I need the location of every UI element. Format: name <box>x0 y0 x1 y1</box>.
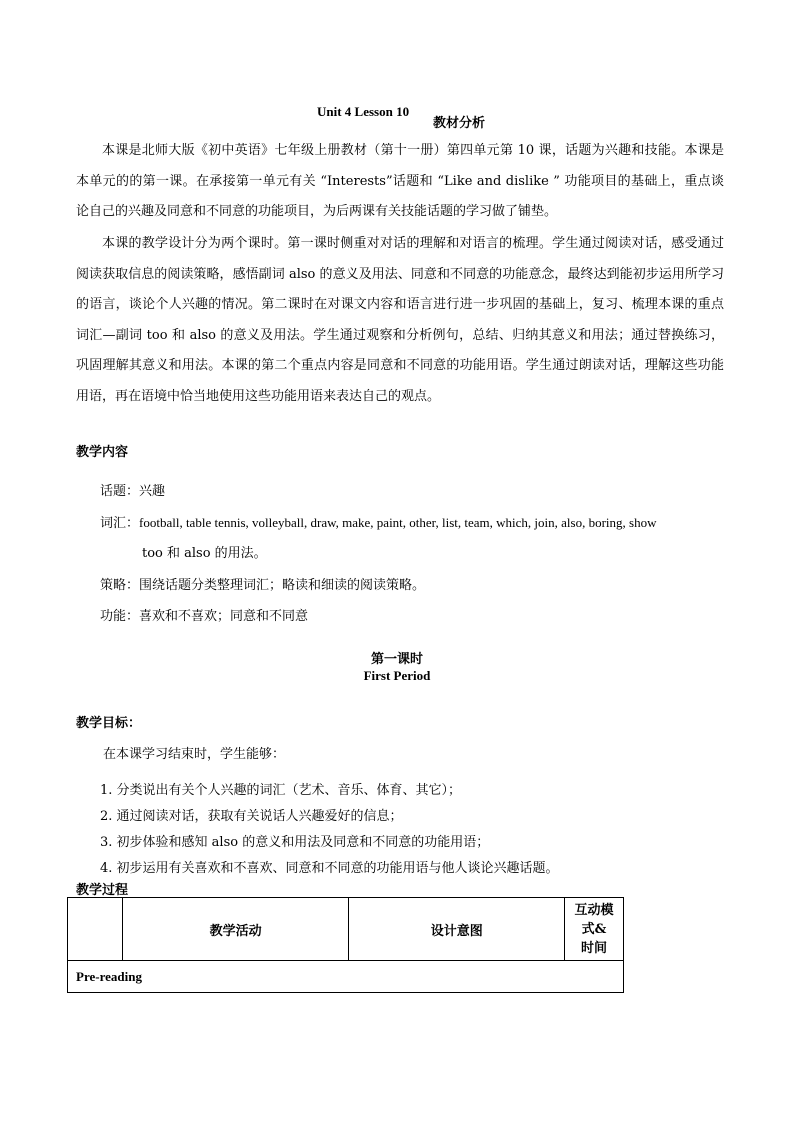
table-section-row <box>68 961 624 993</box>
period-title-en: First Period <box>363 668 431 683</box>
table-header-cell-empty <box>68 898 123 961</box>
analysis-paragraph-2: 本课的教学设计分为两个课时。第一课时侧重对对话的理解和对语言的梳理。学生通过阅读对话，感受通过阅读获取信息的阅读策略，感悟副词 also 的意义及用法、同意和不同意的功能意念，最终达到能初步运用所学习的语言，谈论个人兴趣的情况。第二课时在对课文内容和语言进行进一步巩固的基础上，复习、梳理本课的重点词汇—副词 too 和 also 的意义及用法。学生通过观察和分析例句，总结、归纳其意义和用法；通过替换练习，巩固理解其意义和用法。本课的第二个重点内容是同意和不同意的功能用语。学生通过朗读对话，理解这些功能用语，再在语境中恰当地使用这些功能用语来表达自己的观点。 <box>76 236 724 404</box>
function-label: 功能： <box>100 609 140 624</box>
table-header-mode-line: 互动模 <box>574 902 614 918</box>
objective-item: 2. 通过阅读对话，获取有关说话人兴趣爱好的信息； <box>100 809 403 824</box>
topic-row <box>100 480 165 499</box>
table-header-intent: 设计意图 <box>349 898 565 961</box>
objectives-heading: 教学目标： <box>76 716 142 731</box>
analysis-paragraph-1: 本课是北师大版《初中英语》七年级上册教材（第十一册）第四单元第 10 课，话题为兴趣和技能。本课是本单元的的第一课。在承接第一单元有关 “Interests”话题和 “Like and dislike ” 功能项目的基础上，重点谈论自己的兴趣及同意和不同意的功能项目，为后两课有关技能话题的学习做了铺垫。 <box>76 143 724 219</box>
function-value: 喜欢和不喜欢；同意和不同意 <box>139 609 309 624</box>
table-header-activity: 教学活动 <box>122 898 349 961</box>
strategy-row <box>100 574 425 593</box>
content-heading: 教学内容 <box>76 445 129 460</box>
table-header-row <box>68 898 624 961</box>
strategy-label: 策略： <box>100 578 140 593</box>
vocab-row <box>100 512 656 531</box>
table-header-mode-line: 时间 <box>581 940 608 956</box>
vocab-label: 词汇： <box>100 516 140 531</box>
objective-item: 4. 初步运用有关喜欢和不喜欢、同意和不同意的功能用语与他人谈论兴趣话题。 <box>100 861 559 876</box>
topic-value: 兴趣 <box>139 484 166 499</box>
vocab-value: football, table tennis, volleyball, draw, make, paint, other, list, team, which, join, also, boring, show <box>139 515 657 530</box>
objective-item: 1. 分类说出有关个人兴趣的词汇（艺术、音乐、体育、其它）； <box>100 783 462 798</box>
vocab-row-continued: too 和 also 的用法。 <box>142 546 267 561</box>
objectives-intro: 在本课学习结束时，学生能够： <box>103 747 286 762</box>
function-row <box>100 605 308 624</box>
section-title: 教材分析 <box>433 116 486 131</box>
period-title-cn: 第一课时 <box>370 652 423 667</box>
topic-label: 话题： <box>100 484 140 499</box>
table-header-mode-line: 式& <box>581 921 607 937</box>
process-table <box>67 897 624 993</box>
strategy-value: 围绕话题分类整理词汇；略读和细读的阅读策略。 <box>139 578 426 593</box>
lesson-title: Unit 4 Lesson 10 <box>317 104 410 119</box>
table-header-mode-time <box>565 898 624 961</box>
process-heading: 教学过程 <box>76 883 129 898</box>
section-pre-reading: Pre-reading <box>68 961 624 993</box>
objective-item: 3. 初步体验和感知 also 的意义和用法及同意和不同意的功能用语； <box>100 835 490 850</box>
